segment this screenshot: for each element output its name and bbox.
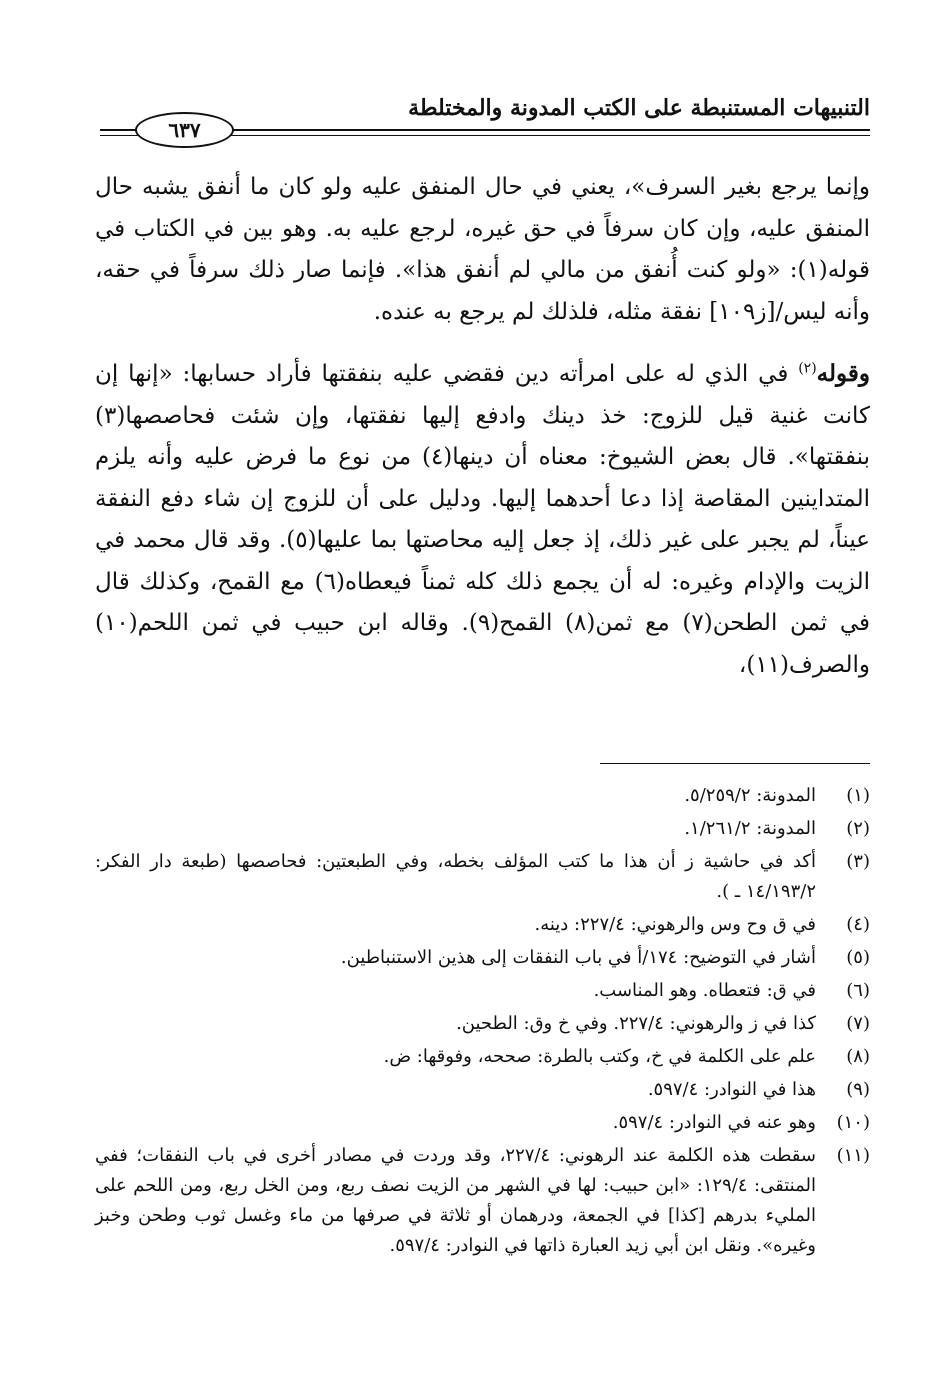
footnote-text: أكد في حاشية ز أن هذا ما كتب المؤلف بخطه، وفي الطبعتين: فحاصصها (طبعة دار الفكر: ١٤/١٩٣/٢ ـ ). bbox=[95, 851, 816, 902]
main-text bbox=[95, 167, 870, 686]
footnote-text: هذا في النوادر: ٥٩٧/٤. bbox=[647, 1079, 816, 1100]
footnote bbox=[95, 1009, 870, 1039]
footnote bbox=[95, 1141, 870, 1261]
paragraph-2-text: في الذي له على امرأته دين فقضي عليه بنفقتها فأراد حسابها: «إنها إن كانت غنية قيل للزوج: خذ دينك وادفع إليها نفقتها، وإن شئت فحاصصها(٣) بنفقتها». قال بعض الشيوخ: معناه أن دينها(٤) من نوع ما فرض عليه وأنه يلزم المتداينين المقاصة إذا دعا أحدهما إليها. ودليل على أن للزوج إن شاء دفع النفقة عيناً، لم يجبر على غير ذلك، إذ جعل إليه محاصتها بما عليها(٥). وقد قال محمد في الزيت والإدام وغيره: له أن يجمع ذلك كله ثمناً فيعطاه(٦) مع القمح، وكذلك قال في ثمن الطحن(٧) مع ثمن(٨) القمح(٩). وقاله ابن حبيب في ثمن اللحم(١٠) والصرف(١١)، bbox=[95, 361, 871, 678]
running-title: التنبيهات المستنبطة على الكتب المدونة والمختلطة bbox=[408, 95, 870, 121]
footnote bbox=[95, 814, 870, 844]
book-page bbox=[95, 95, 870, 1316]
footnote-ref-2: (٢) bbox=[798, 360, 817, 377]
footnote bbox=[95, 781, 870, 811]
paragraph-2 bbox=[95, 353, 870, 686]
footnote-text: في ق: فتعطاه. وهو المناسب. bbox=[593, 980, 816, 1001]
footnote-text: في ق وح وس والرهوني: ٢٢٧/٤: دينه. bbox=[534, 914, 816, 935]
footnote bbox=[95, 847, 870, 907]
footnote bbox=[95, 976, 870, 1006]
footnote-number: (٢) bbox=[846, 818, 870, 839]
footnotes bbox=[95, 781, 870, 1264]
footnote-number: (٥) bbox=[846, 947, 870, 968]
footnote-number: (٦) bbox=[846, 980, 870, 1001]
footnote-text: وهو عنه في النوادر: ٥٩٧/٤. bbox=[612, 1112, 816, 1133]
footnote-number: (٨) bbox=[846, 1046, 870, 1067]
footnote-number: (١) bbox=[846, 785, 870, 806]
footnote bbox=[95, 910, 870, 940]
footnote bbox=[95, 1075, 870, 1105]
paragraph-1: وإنما يرجع بغير السرف»، يعني في حال المنفق عليه ولو كان ما أنفق يشبه حال المنفق عليه، وإن كان سرفاً في حق غيره، لرجع عليه به. وهو بين في الكتاب في قوله(١): «ولو كنت أُنفق من مالي لم أنفق هذا». فإنما صار ذلك سرفاً في حقه، وأنه ليس/[ز١٠٩] نفقة مثله، فلذلك لم يرجع به عنده. bbox=[95, 174, 870, 325]
footnote-text: سقطت هذه الكلمة عند الرهوني: ٢٢٧/٤، وقد وردت في مصادر أخرى في باب النفقات؛ ففي المنتقى: ١٢٩/٤: «ابن حبيب: لها في الشهر من الزيت نصف ربع، ومن الخل ربع، ومن اللحم على المليء بدرهم [كذا] في الجمعة، ودرهمان أو ثلاثة في صرفها من ماء وغسل ثوب وطحن وخبز وغيره». ونقل ابن أبي زيد العبارة ذاتها في النوادر: ٥٩٧/٤. bbox=[95, 1145, 816, 1256]
footnote-number: (٤) bbox=[846, 914, 870, 935]
footnote-number: (١١) bbox=[836, 1145, 870, 1166]
footnote bbox=[95, 1042, 870, 1072]
footnote-separator bbox=[600, 763, 870, 764]
footnote bbox=[95, 1108, 870, 1138]
page-number: ٦٣٧ bbox=[135, 112, 234, 148]
footnote-number: (٧) bbox=[846, 1013, 870, 1034]
footnote-number: (٣) bbox=[846, 851, 870, 872]
footnote-number: (١٠) bbox=[836, 1112, 870, 1133]
footnote-text: المدونة: ١/٢٦١/٢. bbox=[684, 818, 816, 839]
footnote-text: كذا في ز والرهوني: ٢٢٧/٤. وفي خ وق: الطحين. bbox=[456, 1013, 816, 1034]
footnote-text: أشار في التوضيح: ١٧٤/أ في باب النفقات إلى هذين الاستنباطين. bbox=[340, 947, 816, 968]
footnote-number: (٩) bbox=[846, 1079, 870, 1100]
paragraph-2-lead: وقوله bbox=[816, 360, 870, 387]
footnote-text: علم على الكلمة في خ، وكتب بالطرة: صححه، وفوقها: ض. bbox=[383, 1046, 816, 1067]
footnote-text: المدونة: ٥/٢٥٩/٢. bbox=[684, 785, 816, 806]
footnote bbox=[95, 943, 870, 973]
